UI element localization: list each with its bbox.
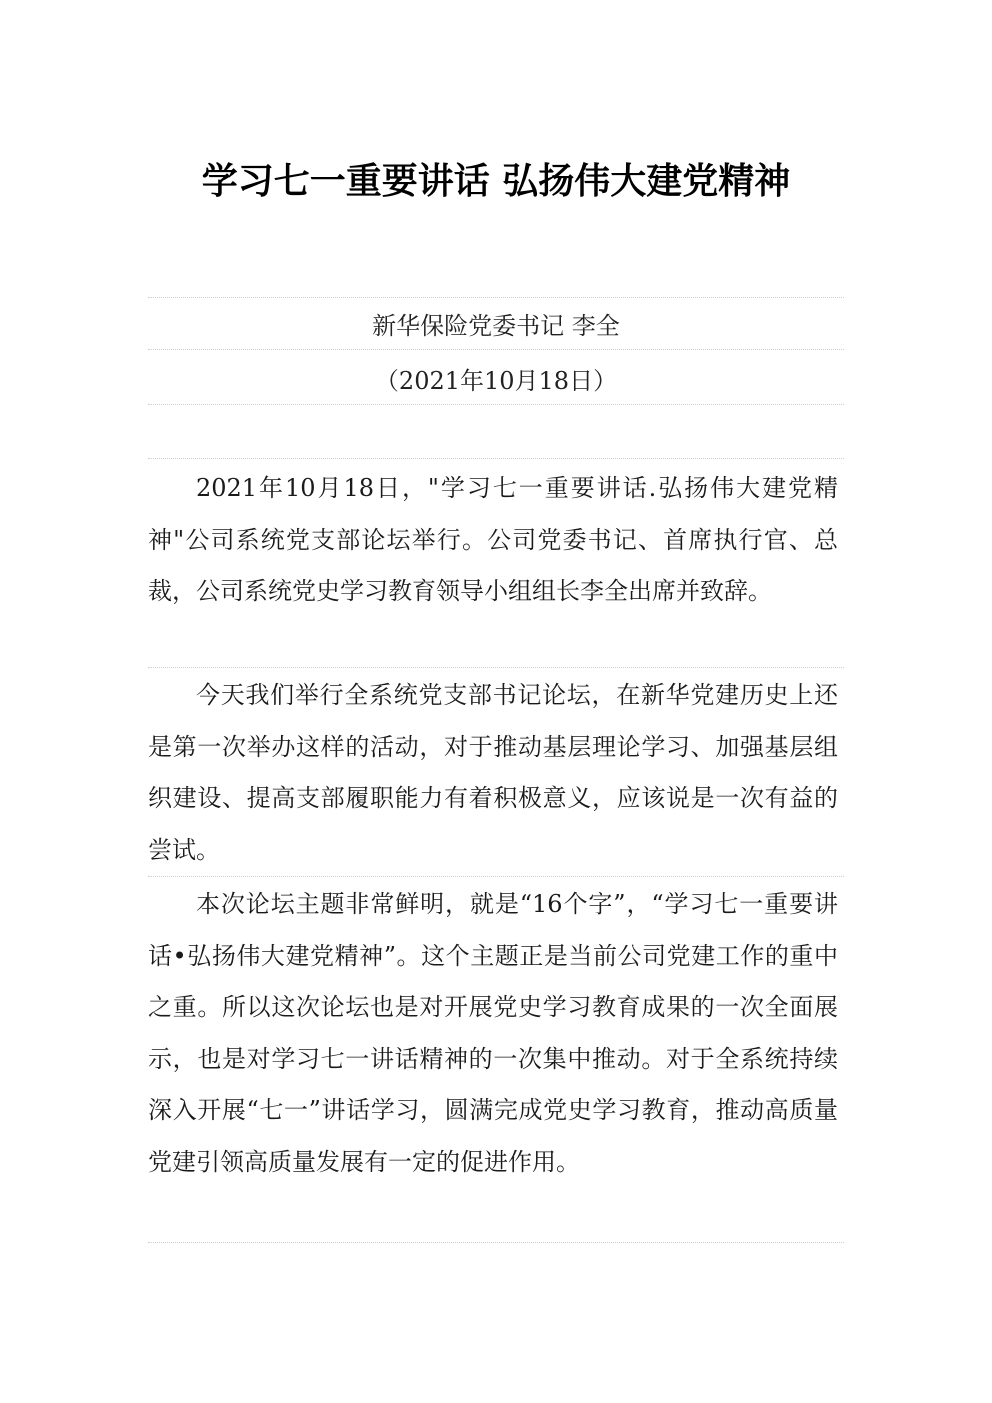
paragraph-1: 2021年10月18日，"学习七一重要讲话.弘扬伟大建党精神"公司系统党支部论坛举行。公司党委书记、首席执行官、总裁，公司系统党史学习教育领导小组组长李全出席并致辞。: [148, 474, 838, 605]
paragraph-2: 今天我们举行全系统党支部书记论坛，在新华党建历史上还是第一次举办这样的活动，对于推动基层理论学习、加强基层组织建设、提高支部履职能力有着积极意义，应该说是一次有益的尝试。: [148, 681, 838, 864]
author-line: 新华保险党委书记 李全: [372, 312, 620, 340]
divider: [148, 404, 844, 405]
divider: [148, 667, 844, 668]
divider: [148, 876, 844, 877]
divider: [148, 1242, 844, 1243]
paragraph-3: 本次论坛主题非常鲜明，就是“16个字”，“学习七一重要讲话•弘扬伟大建党精神”。这个主题正是当前公司党建工作的重中之重。所以这次论坛也是对开展党史学习教育成果的一次全面展示，也是对学习七一讲话精神的一次集中推动。对于全系统持续深入开展“七一”讲话学习，圆满完成党史学习教育，推动高质量党建引领高质量发展有一定的促进作用。: [148, 890, 838, 1176]
divider: [148, 349, 844, 350]
date-line: （2021年10月18日）: [374, 367, 618, 395]
divider: [148, 297, 844, 298]
divider: [148, 458, 844, 459]
document-title: 学习七一重要讲话 弘扬伟大建党精神: [201, 161, 791, 202]
